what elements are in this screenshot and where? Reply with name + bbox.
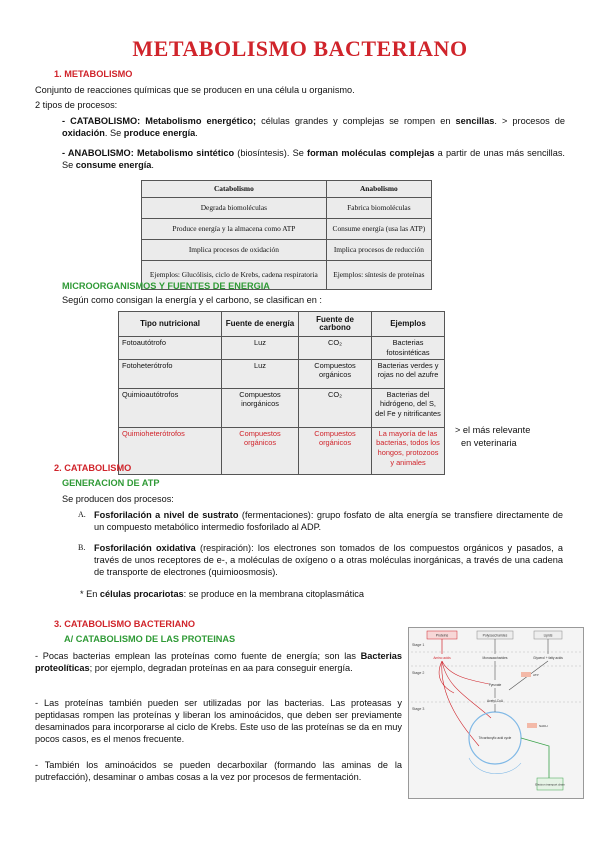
table-cell: Compuestos inorgánicos xyxy=(222,388,299,427)
table-cell: Luz xyxy=(222,337,299,360)
table-header: Fuente de energía xyxy=(222,312,299,337)
table-header: Anabolismo xyxy=(326,181,431,198)
catabolism-anabolism-table xyxy=(141,180,432,290)
table-cell: Fotoautótrofo xyxy=(119,337,222,360)
table-header: Tipo nutricional xyxy=(119,312,222,337)
table-cell: Quimioautótrofos xyxy=(119,388,222,427)
stage-3-label: Stage 3 xyxy=(412,707,425,711)
pyruvate-label: Pyruvate xyxy=(488,683,502,687)
table-row xyxy=(119,388,445,427)
lipids-label: Lipids xyxy=(543,633,553,638)
processes-intro: Se producen dos procesos: xyxy=(62,494,174,504)
table-cell: Bacterias verdes y rojas no del azufre xyxy=(372,359,445,388)
protein-paragraph-2: - Las proteínas también pueden ser utilizadas por las bacterias. Las proteasas y peptidasas rompen las proteínas y liberan los aminoácidos, que deben ser previamente desaminados para incorporarse al ciclo de Krebs. Este uso de las proteínas se da en muy pocos casos, es el menos frecuente. xyxy=(35,698,402,745)
table-cell: Fotoheterótrofo xyxy=(119,359,222,388)
anabolism-definition: - ANABOLISMO: Metabolismo sintético (biosíntesis). Se forman moléculas complejas a partir de unas más sencillas. Se consume energía. xyxy=(62,148,565,171)
table-cell: Bacterias fotosintéticas xyxy=(372,337,445,360)
acetyl-coa-label: Acetyl-CoA xyxy=(487,699,503,703)
atp-generation-heading: GENERACION DE ATP xyxy=(62,478,160,488)
page-title: METABOLISMO BACTERIANO xyxy=(132,36,468,61)
table-cell: Compuestos orgánicos xyxy=(222,427,299,474)
table-row xyxy=(119,427,445,474)
table-cell: Consume energía (usa las ATP) xyxy=(326,219,431,240)
table-row xyxy=(142,198,432,219)
table-cell: Compuestos orgánicos xyxy=(299,359,372,388)
polysaccharides-label: Polysaccharides xyxy=(482,633,508,638)
stage-2-label: Stage 2 xyxy=(412,671,425,675)
section-1-heading: 1. METABOLISMO xyxy=(54,69,133,79)
atp-marker xyxy=(521,672,531,677)
table-cell: Implica procesos de reducción xyxy=(326,240,431,261)
atp-label: ATP xyxy=(533,673,539,677)
table-cell: Quimioheterótrofos xyxy=(119,427,222,474)
prokaryote-note: * En células procariotas: se produce en la membrana citoplasmática xyxy=(80,589,364,599)
protein-paragraph-1: - Pocas bacterias emplean las proteínas como fuente de energía; son las Bacterias proteolíticas; por ejemplo, degradan proteínas en aa para conseguir energía. xyxy=(35,651,402,674)
table-row xyxy=(142,219,432,240)
table-cell: Fabrica biomoléculas xyxy=(326,198,431,219)
nadh-label: NADH xyxy=(539,724,548,728)
proteins-label: Proteins xyxy=(435,633,449,638)
table-cell: Degrada biomoléculas xyxy=(142,198,327,219)
krebs-cycle-label: Tricarboxylic acid cycle xyxy=(478,736,512,740)
section-3-heading: 3. CATABOLISMO BACTERIANO xyxy=(54,619,196,629)
table-cell: Ejemplos: Glucólisis, ciclo de Krebs, cadena respiratoria xyxy=(142,261,327,290)
relevance-note-continued: en veterinaria xyxy=(461,438,517,448)
amino-acids-label: Amino acids xyxy=(433,656,451,660)
electron-transport-label: Electron transport chain xyxy=(535,782,565,787)
table-header: Ejemplos xyxy=(372,312,445,337)
table-cell: Luz xyxy=(222,359,299,388)
table-header-row xyxy=(142,181,432,198)
microorganisms-intro: Según como consigan la energía y el carbono, se clasifican en : xyxy=(62,295,322,305)
table-cell: CO₂ xyxy=(299,388,372,427)
table-cell: Ejemplos: síntesis de proteínas xyxy=(326,261,431,290)
list-marker-a: A. xyxy=(78,510,86,519)
relevance-note: > el más relevante xyxy=(455,425,531,435)
section-2-heading: 2. CATABOLISMO xyxy=(54,463,132,473)
table-header: Fuente de carbono xyxy=(299,312,372,337)
intro-definition: Conjunto de reacciones químicas que se producen en una célula u organismo. xyxy=(35,85,355,95)
oxidative-phosphorylation: Fosforilación oxidativa (respiración): los electrones son tomados de los compuestos orgánicos y pasados, a través de unos receptores de e-, a moléculas de oxígeno o a otras moléculas inorgánicas, a través de una cadena de transporte de electrones (quimioosmosis). xyxy=(94,543,563,578)
table-cell: CO₂ xyxy=(299,337,372,360)
table-row xyxy=(119,359,445,388)
glycerol-label: Glycerol + fatty acids xyxy=(533,656,563,660)
table-cell: Produce energía y la almacena como ATP xyxy=(142,219,327,240)
protein-catabolism-heading: A/ CATABOLISMO DE LAS PROTEINAS xyxy=(64,634,236,644)
table-header-row xyxy=(119,312,445,337)
nadh-marker xyxy=(527,723,537,728)
stage-1-label: Stage 1 xyxy=(412,643,425,647)
list-marker-b: B. xyxy=(78,543,86,552)
table-cell: Compuestos orgánicos xyxy=(299,427,372,474)
substrate-phosphorylation: Fosforilación a nivel de sustrato (fermentaciones): grupo fosfato de alta energía se transfiere directamente de un compuesto metabólico intermedio fosforilado al ADP. xyxy=(94,510,563,533)
table-row xyxy=(142,240,432,261)
monosaccharides-label: Monosaccharides xyxy=(482,656,508,660)
metabolism-pathway-diagram xyxy=(408,627,584,799)
microorganisms-heading: MICROORGANISMOS Y FUENTES DE ENERGIA xyxy=(62,281,270,291)
table-cell: Bacterias del hidrógeno, del S, del Fe y nitrificantes xyxy=(372,388,445,427)
catabolism-definition: - CATABOLISMO: Metabolismo energético; células grandes y complejas se rompen en sencillas. > procesos de oxidación. Se produce energía. xyxy=(62,116,565,139)
table-header: Catabolismo xyxy=(142,181,327,198)
table-cell: La mayoría de las bacterias, todos los hongos, protozoos y animales xyxy=(372,427,445,474)
table-row xyxy=(119,337,445,360)
table-cell: Implica procesos de oxidación xyxy=(142,240,327,261)
nutritional-types-table xyxy=(118,311,445,475)
pathway-figure xyxy=(409,628,583,798)
protein-paragraph-3: - También los aminoácidos se pueden decarboxilar (formando las aminas de la putrefacción), desaminar o ambas cosas a la vez por procesos de fermentación. xyxy=(35,760,402,783)
intro-processes: 2 tipos de procesos: xyxy=(35,100,118,110)
